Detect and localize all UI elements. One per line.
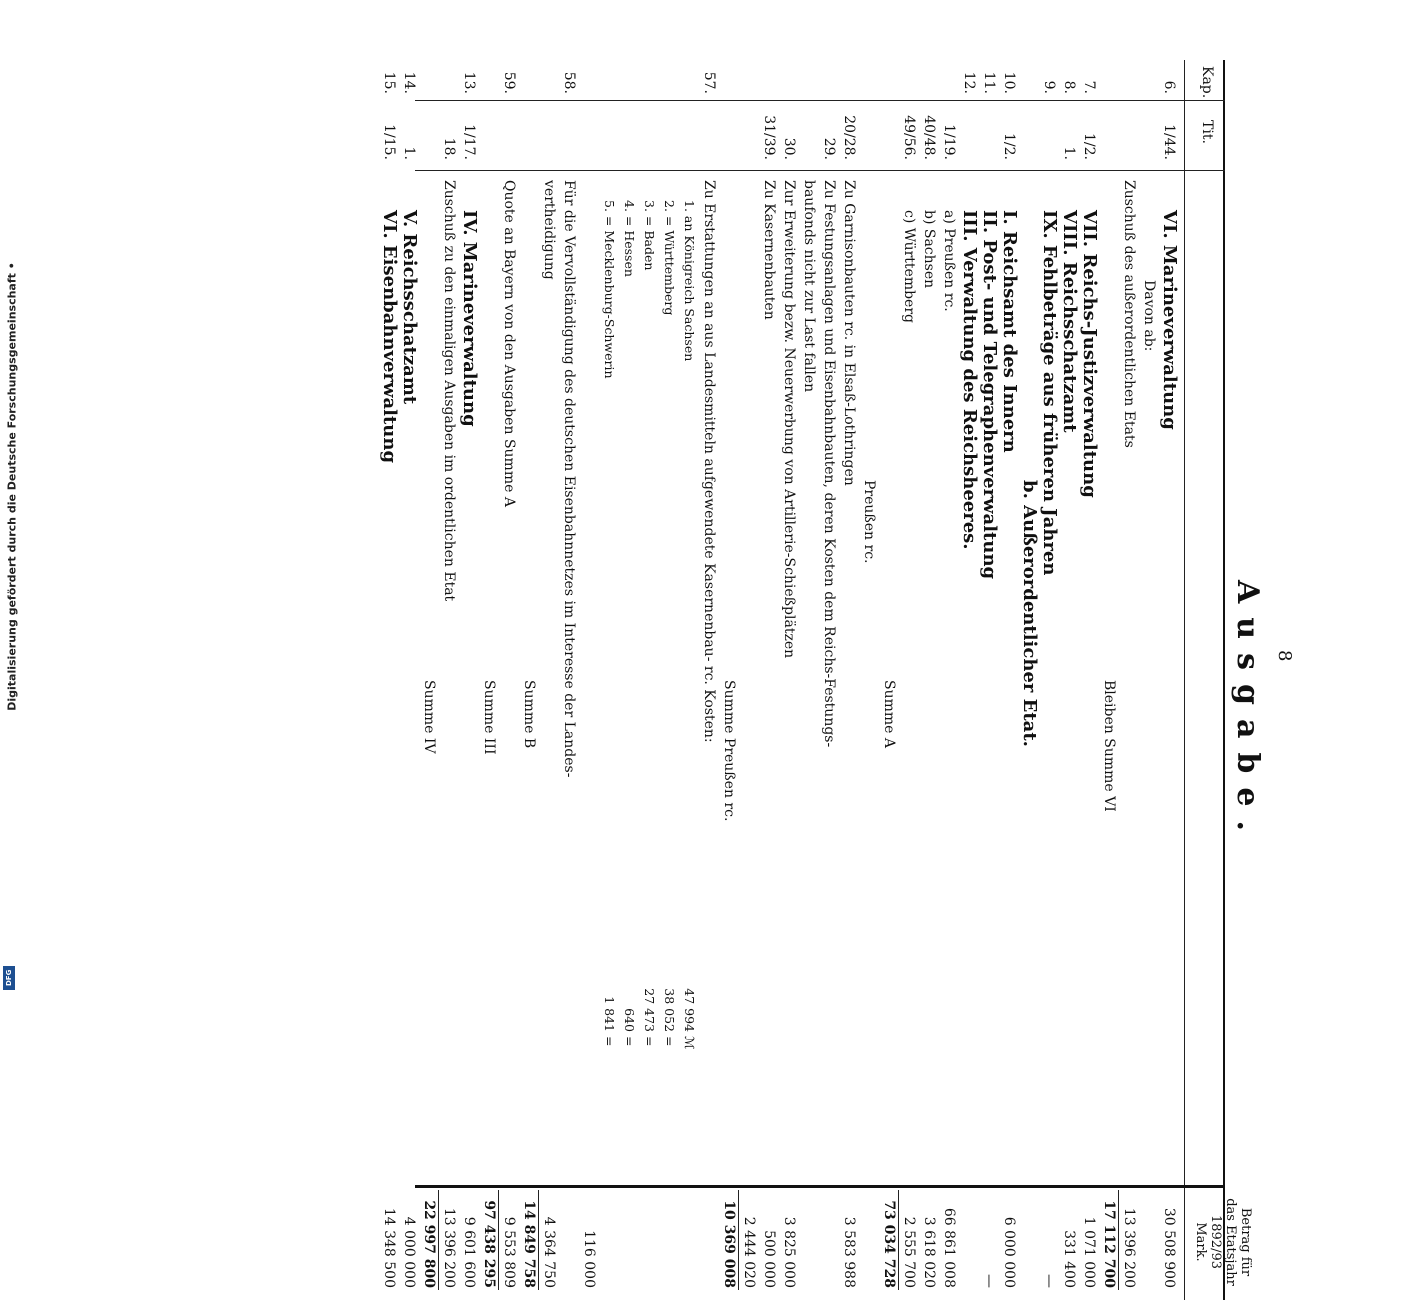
kap-cell: 13. xyxy=(461,71,477,94)
kap-column-divider xyxy=(415,100,1225,101)
sum-rule xyxy=(438,1190,439,1290)
section-heading: II. Post- und Telegraphenverwaltung xyxy=(979,210,1000,580)
tit-cell: 40/48. xyxy=(921,115,937,160)
amount-cell: 9 601 600 xyxy=(461,1216,477,1288)
amount-cell: 97 438 295 xyxy=(481,1200,497,1288)
sum-rule xyxy=(1118,1190,1119,1290)
kap-cell: 57. xyxy=(701,71,717,94)
row-label: Zuschuß zu den einmaligen Ausgaben im ordentlichen Etat xyxy=(441,180,457,602)
row-label: Davon ab: xyxy=(1141,280,1157,352)
sum-rule xyxy=(538,1190,539,1290)
row-label: c) Württemberg xyxy=(901,210,917,323)
page-heading: Ausgabe. xyxy=(1230,580,1265,845)
amount-cell: 30 508 900 xyxy=(1161,1207,1177,1288)
tit-cell: 1/44. xyxy=(1161,124,1177,160)
sum-rule xyxy=(898,1190,899,1290)
row-label: Summe IV xyxy=(421,680,437,754)
row-label: Summe Preußen rc. xyxy=(721,680,737,822)
amount-cell: 13 396 200 xyxy=(441,1207,457,1288)
row-label: 2. = Württemberg xyxy=(662,200,677,316)
sub-amount-unit: = xyxy=(622,1036,637,1047)
row-label: 1. an Königreich Sachsen xyxy=(682,200,697,362)
tit-cell: 1/17. xyxy=(461,124,477,160)
amount-cell: 10 369 008 xyxy=(721,1200,737,1288)
row-label: Zu Erstattungen an aus Landesmitteln aufgewendete Kasernenbau- rc. Kosten: xyxy=(701,180,717,743)
row-label: baufonds nicht zur Last fallen xyxy=(801,180,817,393)
kap-cell: 9. xyxy=(1041,80,1057,94)
rotated-document-page xyxy=(85,60,1335,1288)
amount-cell: 66 861 008 xyxy=(941,1207,957,1288)
sub-amount-unit: ℳ xyxy=(682,1036,697,1050)
row-label: Zuschuß des außerordentlichen Etats xyxy=(1121,180,1137,448)
amount-cell: 3 618 020 xyxy=(921,1216,937,1288)
amount-cell: 500 000 xyxy=(761,1230,777,1288)
row-label: Bleiben Summe VI xyxy=(1101,680,1117,812)
kap-cell: 7. xyxy=(1081,80,1097,94)
amount-cell: 13 396 200 xyxy=(1121,1207,1137,1288)
amount-cell: 1 071 000 xyxy=(1081,1216,1097,1288)
section-heading: IX. Fehlbeträge aus früheren Jahren xyxy=(1039,210,1060,576)
amount-cell: 14 849 758 xyxy=(521,1200,537,1288)
row-label: Für die Vervollständigung des deutschen Eisenbahnnetzes im Interesse der Landes- xyxy=(561,180,577,778)
amount-cell: 6 000 000 xyxy=(1001,1216,1017,1288)
amount-cell: 9 553 809 xyxy=(501,1216,517,1288)
tit-cell: 31/39. xyxy=(761,115,777,160)
sub-amount-unit: = xyxy=(642,1036,657,1047)
section-heading: b. Außerordentlicher Etat. xyxy=(1019,480,1040,747)
kap-cell: 59. xyxy=(501,71,517,94)
section-heading: V. Reichsschatzamt xyxy=(399,210,420,405)
row-label: a) Preußen rc. xyxy=(941,210,957,312)
section-heading: I. Reichsamt des Innern xyxy=(999,210,1020,453)
column-header-amount: Betrag für das Etatsjahr 1892/93 Mark. xyxy=(1193,1198,1253,1286)
amount-cell: 4 000 000 xyxy=(401,1216,417,1288)
sub-amount-unit: = xyxy=(602,1036,617,1047)
table-top-rule xyxy=(1223,60,1225,1300)
section-heading: III. Verwaltung des Reichsheeres. xyxy=(959,210,980,550)
amount-cell: 3 583 988 xyxy=(841,1216,857,1288)
row-label: Zu Kasernenbauten xyxy=(761,180,777,320)
amount-cell: — xyxy=(1041,1274,1057,1288)
row-label: 4. = Hessen xyxy=(622,200,637,277)
sum-rule xyxy=(738,1190,739,1290)
tit-cell: 1. xyxy=(401,146,417,160)
tit-cell: 1/2. xyxy=(1081,133,1097,160)
amount-cell: 331 400 xyxy=(1061,1230,1077,1288)
amount-cell: 3 825 000 xyxy=(781,1216,797,1288)
tit-cell: 1. xyxy=(1061,146,1077,160)
tit-cell: 1/2. xyxy=(1001,133,1017,160)
header-rule xyxy=(1184,60,1185,1300)
sub-amount: 1 841 xyxy=(602,996,617,1032)
tit-cell: 49/56. xyxy=(901,115,917,160)
sub-amount-unit: = xyxy=(662,1036,677,1047)
amount-cell: 4 364 750 xyxy=(541,1216,557,1288)
sub-amount: 640 xyxy=(622,1008,637,1032)
sum-rule xyxy=(498,1190,499,1290)
tit-cell: 1/19. xyxy=(941,124,957,160)
row-label: Preußen rc. xyxy=(861,480,877,564)
sub-amount: 27 473 xyxy=(642,988,657,1032)
column-header-kap: Kap. xyxy=(1199,66,1215,99)
kap-cell: 14. xyxy=(401,71,417,94)
section-heading: VII. Reichs-Justizverwaltung xyxy=(1079,210,1100,498)
kap-cell: 58. xyxy=(561,71,577,94)
amount-cell: 73 034 728 xyxy=(881,1200,897,1288)
kap-cell: 11. xyxy=(981,71,997,94)
amount-cell: — xyxy=(981,1274,997,1288)
amount-cell: 116 000 xyxy=(581,1230,597,1288)
row-label: Summe III xyxy=(481,680,497,755)
column-header-tit: Tit. xyxy=(1199,120,1215,144)
row-label: Quote an Bayern von den Ausgaben Summe A xyxy=(501,180,517,507)
row-label: b) Sachsen xyxy=(921,210,937,289)
amount-column-divider xyxy=(415,1185,1225,1188)
tit-cell: 30. xyxy=(781,137,797,160)
kap-cell: 8. xyxy=(1061,80,1077,94)
section-heading: IV. Marineverwaltung xyxy=(459,210,480,427)
amount-cell: 14 348 500 xyxy=(381,1207,397,1288)
sub-amount: 47 994 xyxy=(682,988,697,1032)
row-label: Zur Erweiterung bezw. Neuerwerbung von Artillerie-Schießplätzen xyxy=(781,180,797,659)
row-label: Zu Garnisonbauten rc. in Elsaß-Lothringen xyxy=(841,180,857,486)
kap-cell: 6. xyxy=(1161,80,1177,94)
row-label: 5. = Mecklenburg-Schwerin xyxy=(602,200,617,379)
page-number: 8 xyxy=(1274,650,1295,662)
section-heading: VIII. Reichsschatzamt xyxy=(1059,210,1080,433)
section-heading: VI. Marineverwaltung xyxy=(1159,210,1180,430)
amount-cell: 2 555 700 xyxy=(901,1216,917,1288)
row-label: Summe A xyxy=(881,680,897,749)
amount-cell: 22 997 800 xyxy=(421,1200,437,1288)
tit-cell: 29. xyxy=(821,137,837,160)
sub-amount: 38 052 xyxy=(662,988,677,1032)
tit-column-divider xyxy=(415,170,1225,171)
row-label: Summe B xyxy=(521,680,537,749)
kap-cell: 12. xyxy=(961,71,977,94)
dfg-logo: DFG xyxy=(3,966,15,990)
tit-cell: 18. xyxy=(441,137,457,160)
digitization-watermark: Digitalisierung gefördert durch die Deutsche Forschungsgemeinschaft • xyxy=(5,262,19,711)
row-label: 3. = Baden xyxy=(642,200,657,271)
tit-cell: 20/28. xyxy=(841,115,857,160)
row-label: Zu Festungsanlagen und Eisenbahnbauten, deren Kosten dem Reichs-Festungs- xyxy=(821,180,837,748)
tit-cell: 1/15. xyxy=(381,124,397,160)
section-heading: VI. Eisenbahnverwaltung xyxy=(379,210,400,464)
amount-cell: 17 112 700 xyxy=(1101,1200,1117,1288)
row-label: vertheidigung xyxy=(541,180,557,280)
amount-cell: 2 444 020 xyxy=(741,1216,757,1288)
kap-cell: 10. xyxy=(1001,71,1017,94)
kap-cell: 15. xyxy=(381,71,397,94)
